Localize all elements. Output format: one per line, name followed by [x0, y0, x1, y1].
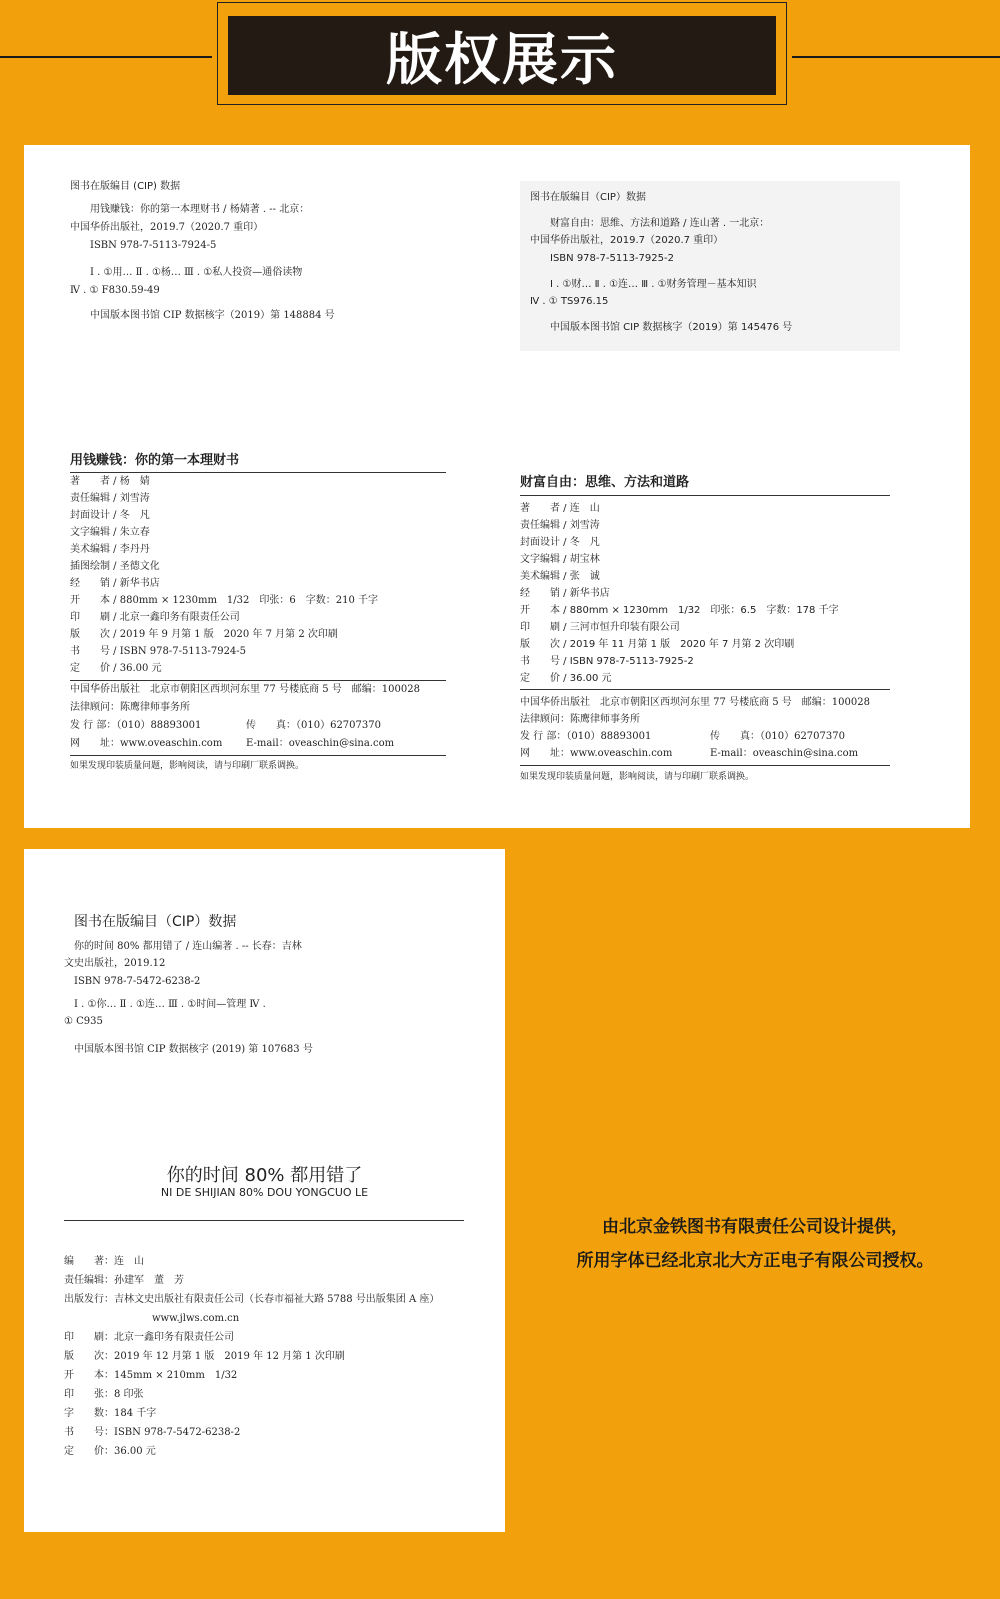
book3-cip-line: ① C935: [64, 1016, 103, 1027]
book3-credit: 印 刷：北京一鑫印务有限责任公司: [64, 1332, 234, 1343]
book1-credit: 文字编辑 / 朱立春: [70, 527, 150, 538]
book3-credit: 书 号：ISBN 978-7-5472-6238-2: [64, 1427, 241, 1438]
book2-web: 网 址：www.oveaschin.com: [520, 748, 673, 759]
book3-cip-line: ISBN 978-7-5472-6238-2: [74, 976, 201, 987]
book1-cip-heading: 图书在版编目 (CIP) 数据: [70, 181, 181, 192]
book1-web: 网 址：www.oveaschin.com: [70, 738, 223, 749]
book2-email: E-mail：oveaschin@sina.com: [710, 748, 859, 759]
book3-credit: 编 著：连 山: [64, 1256, 144, 1267]
book1-notice: 如果发现印装质量问题，影响阅读，请与印刷厂联系调换。: [70, 761, 305, 771]
book1-fax: 传 真：（010）62707370: [246, 720, 381, 731]
book3-cip-line: Ⅰ . ①你… Ⅱ . ①连… Ⅲ . ①时间—管理 Ⅳ .: [74, 999, 266, 1010]
book3-title-rule: [64, 1220, 464, 1221]
book2-credit: 著 者 / 连 山: [520, 503, 600, 514]
book3-cip-line: 中国版本图书馆 CIP 数据核字 (2019) 第 107683 号: [74, 1044, 313, 1055]
book2-credit: 美术编辑 / 张 诚: [520, 571, 600, 582]
book1-credit: 插图绘制 / 圣德文化: [70, 561, 160, 572]
book2-cip-line: 财富自由：思维、方法和道路 / 连山著 . 一北京：: [550, 218, 770, 229]
book1-cip-line: 中国版本图书馆 CIP 数据核字（2019）第 148884 号: [90, 310, 335, 321]
book1-cip-line: 用钱赚钱：你的第一本理财书 / 杨婧著 . -- 北京：: [90, 204, 310, 215]
book2-credit: 印 刷 / 三河市恒升印装有限公司: [520, 622, 680, 633]
book1-legal: 法律顾问：陈鹰律师事务所: [70, 702, 190, 713]
book1-title-rule: [70, 472, 446, 473]
book1-credit: 版 次 / 2019 年 9 月第 1 版 2020 年 7 月第 2 次印刷: [70, 629, 338, 640]
book1-credit: 美术编辑 / 李丹丹: [70, 544, 150, 555]
book1-credit: 印 刷 / 北京一鑫印务有限责任公司: [70, 612, 240, 623]
book2-cip-line: ISBN 978-7-5113-7925-2: [550, 253, 674, 264]
book2-credit: 开 本 / 880mm × 1230mm 1/32 印张：6.5 字数：178 千字: [520, 605, 839, 616]
copyright-page-top: [24, 145, 970, 828]
book1-cip-line: 中国华侨出版社，2019.7（2020.7 重印）: [70, 222, 264, 233]
book2-cip-line: Ⅳ . ① TS976.15: [530, 296, 609, 307]
book1-credit: 责任编辑 / 刘雪涛: [70, 493, 150, 504]
book2-publisher: 中国华侨出版社 北京市朝阳区西坝河东里 77 号楼底商 5 号 邮编：100028: [520, 697, 870, 708]
book2-credit: 书 号 / ISBN 978-7-5113-7925-2: [520, 656, 694, 667]
book2-title-rule: [520, 495, 890, 496]
book2-credit: 责任编辑 / 刘雪涛: [520, 520, 600, 531]
header-rule-right: [792, 56, 1000, 58]
book3-cip-line: 文史出版社，2019.12: [64, 958, 166, 969]
book3-title-pinyin: NI DE SHIJIAN 80% DOU YONGCUO LE: [160, 1186, 369, 1199]
book2-phone: 发 行 部：（010）88893001: [520, 731, 652, 742]
book2-rule: [520, 765, 890, 766]
book2-credit: 定 价 / 36.00 元: [520, 673, 612, 684]
book1-cip-line: Ⅳ . ① F830.59-49: [70, 285, 160, 296]
credit-line-2: 所用字体已经北京北大方正电子有限公司授权。: [576, 1251, 934, 1271]
book1-credit: 封面设计 / 冬 凡: [70, 510, 150, 521]
book1-credit: 书 号 / ISBN 978-7-5113-7924-5: [70, 646, 247, 657]
book1-credit: 经 销 / 新华书店: [70, 578, 160, 589]
book3-credit: 开 本：145mm × 210mm 1/32: [64, 1370, 238, 1381]
book2-legal: 法律顾问：陈鹰律师事务所: [520, 714, 640, 725]
book3-cip-heading: 图书在版编目（CIP）数据: [74, 914, 237, 930]
book3-credit: 责任编辑：孙建军 董 芳: [64, 1275, 184, 1286]
copyright-page-bottom: [24, 849, 505, 1532]
book1-credit: 开 本 / 880mm × 1230mm 1/32 印张：6 字数：210 千字: [70, 595, 379, 606]
book2-credit: 经 销 / 新华书店: [520, 588, 610, 599]
book1-phone: 发 行 部：（010）88893001: [70, 720, 202, 731]
book1-credit: 定 价 / 36.00 元: [70, 663, 162, 674]
book1-rule: [70, 755, 446, 756]
book1-cip-line: Ⅰ . ①用… Ⅱ . ①杨… Ⅲ . ①私人投资—通俗读物: [90, 267, 303, 278]
book2-cip-line: Ⅰ . ①财… Ⅱ . ①连… Ⅲ . ①财务管理－基本知识: [550, 279, 757, 290]
book2-rule: [520, 689, 890, 690]
book2-credit: 封面设计 / 冬 凡: [520, 537, 600, 548]
book1-email: E-mail：oveaschin@sina.com: [246, 738, 395, 749]
page-title: 版权展示: [228, 16, 776, 95]
book3-credit: 出版发行：吉林文史出版社有限责任公司（长春市福祉大路 5788 号出版集团 A 座）: [64, 1294, 440, 1305]
book1-title: 用钱赚钱：你的第一本理财书: [70, 453, 240, 468]
book2-cip-line: 中国华侨出版社，2019.7（2020.7 重印）: [530, 235, 724, 246]
book1-publisher: 中国华侨出版社 北京市朝阳区西坝河东里 77 号楼底商 5 号 邮编：100028: [70, 684, 420, 695]
book3-credit: 印 张：8 印张: [64, 1389, 144, 1400]
book3-credit: 版 次：2019 年 12 月第 1 版 2019 年 12 月第 1 次印刷: [64, 1351, 345, 1362]
book1-cip-line: ISBN 978-7-5113-7924-5: [90, 240, 217, 251]
book2-cip-heading: 图书在版编目（CIP）数据: [530, 192, 646, 203]
book2-fax: 传 真：（010）62707370: [710, 731, 845, 742]
credit-line-1: 由北京金铁图书有限责任公司设计提供，: [602, 1217, 908, 1237]
book1-rule: [70, 680, 446, 681]
book2-credit: 文字编辑 / 胡宝林: [520, 554, 600, 565]
book2-notice: 如果发现印装质量问题，影响阅读，请与印刷厂联系调换。: [520, 772, 755, 782]
header-rule-left: [0, 56, 212, 58]
book2-title: 财富自由：思维、方法和道路: [520, 475, 690, 490]
book1-credit: 著 者 / 杨 婧: [70, 476, 150, 487]
book3-credit: 定 价：36.00 元: [64, 1446, 156, 1457]
book3-title: 你的时间 80% 都用错了: [166, 1165, 363, 1186]
book3-credit: 字 数：184 千字: [64, 1408, 157, 1419]
book3-credit: www.jlws.com.cn: [152, 1313, 240, 1324]
book2-credit: 版 次 / 2019 年 11 月第 1 版 2020 年 7 月第 2 次印刷: [520, 639, 795, 650]
book2-cip-line: 中国版本图书馆 CIP 数据核字（2019）第 145476 号: [550, 322, 793, 333]
book3-cip-line: 你的时间 80% 都用错了 / 连山编著 . -- 长春：吉林: [74, 941, 302, 952]
